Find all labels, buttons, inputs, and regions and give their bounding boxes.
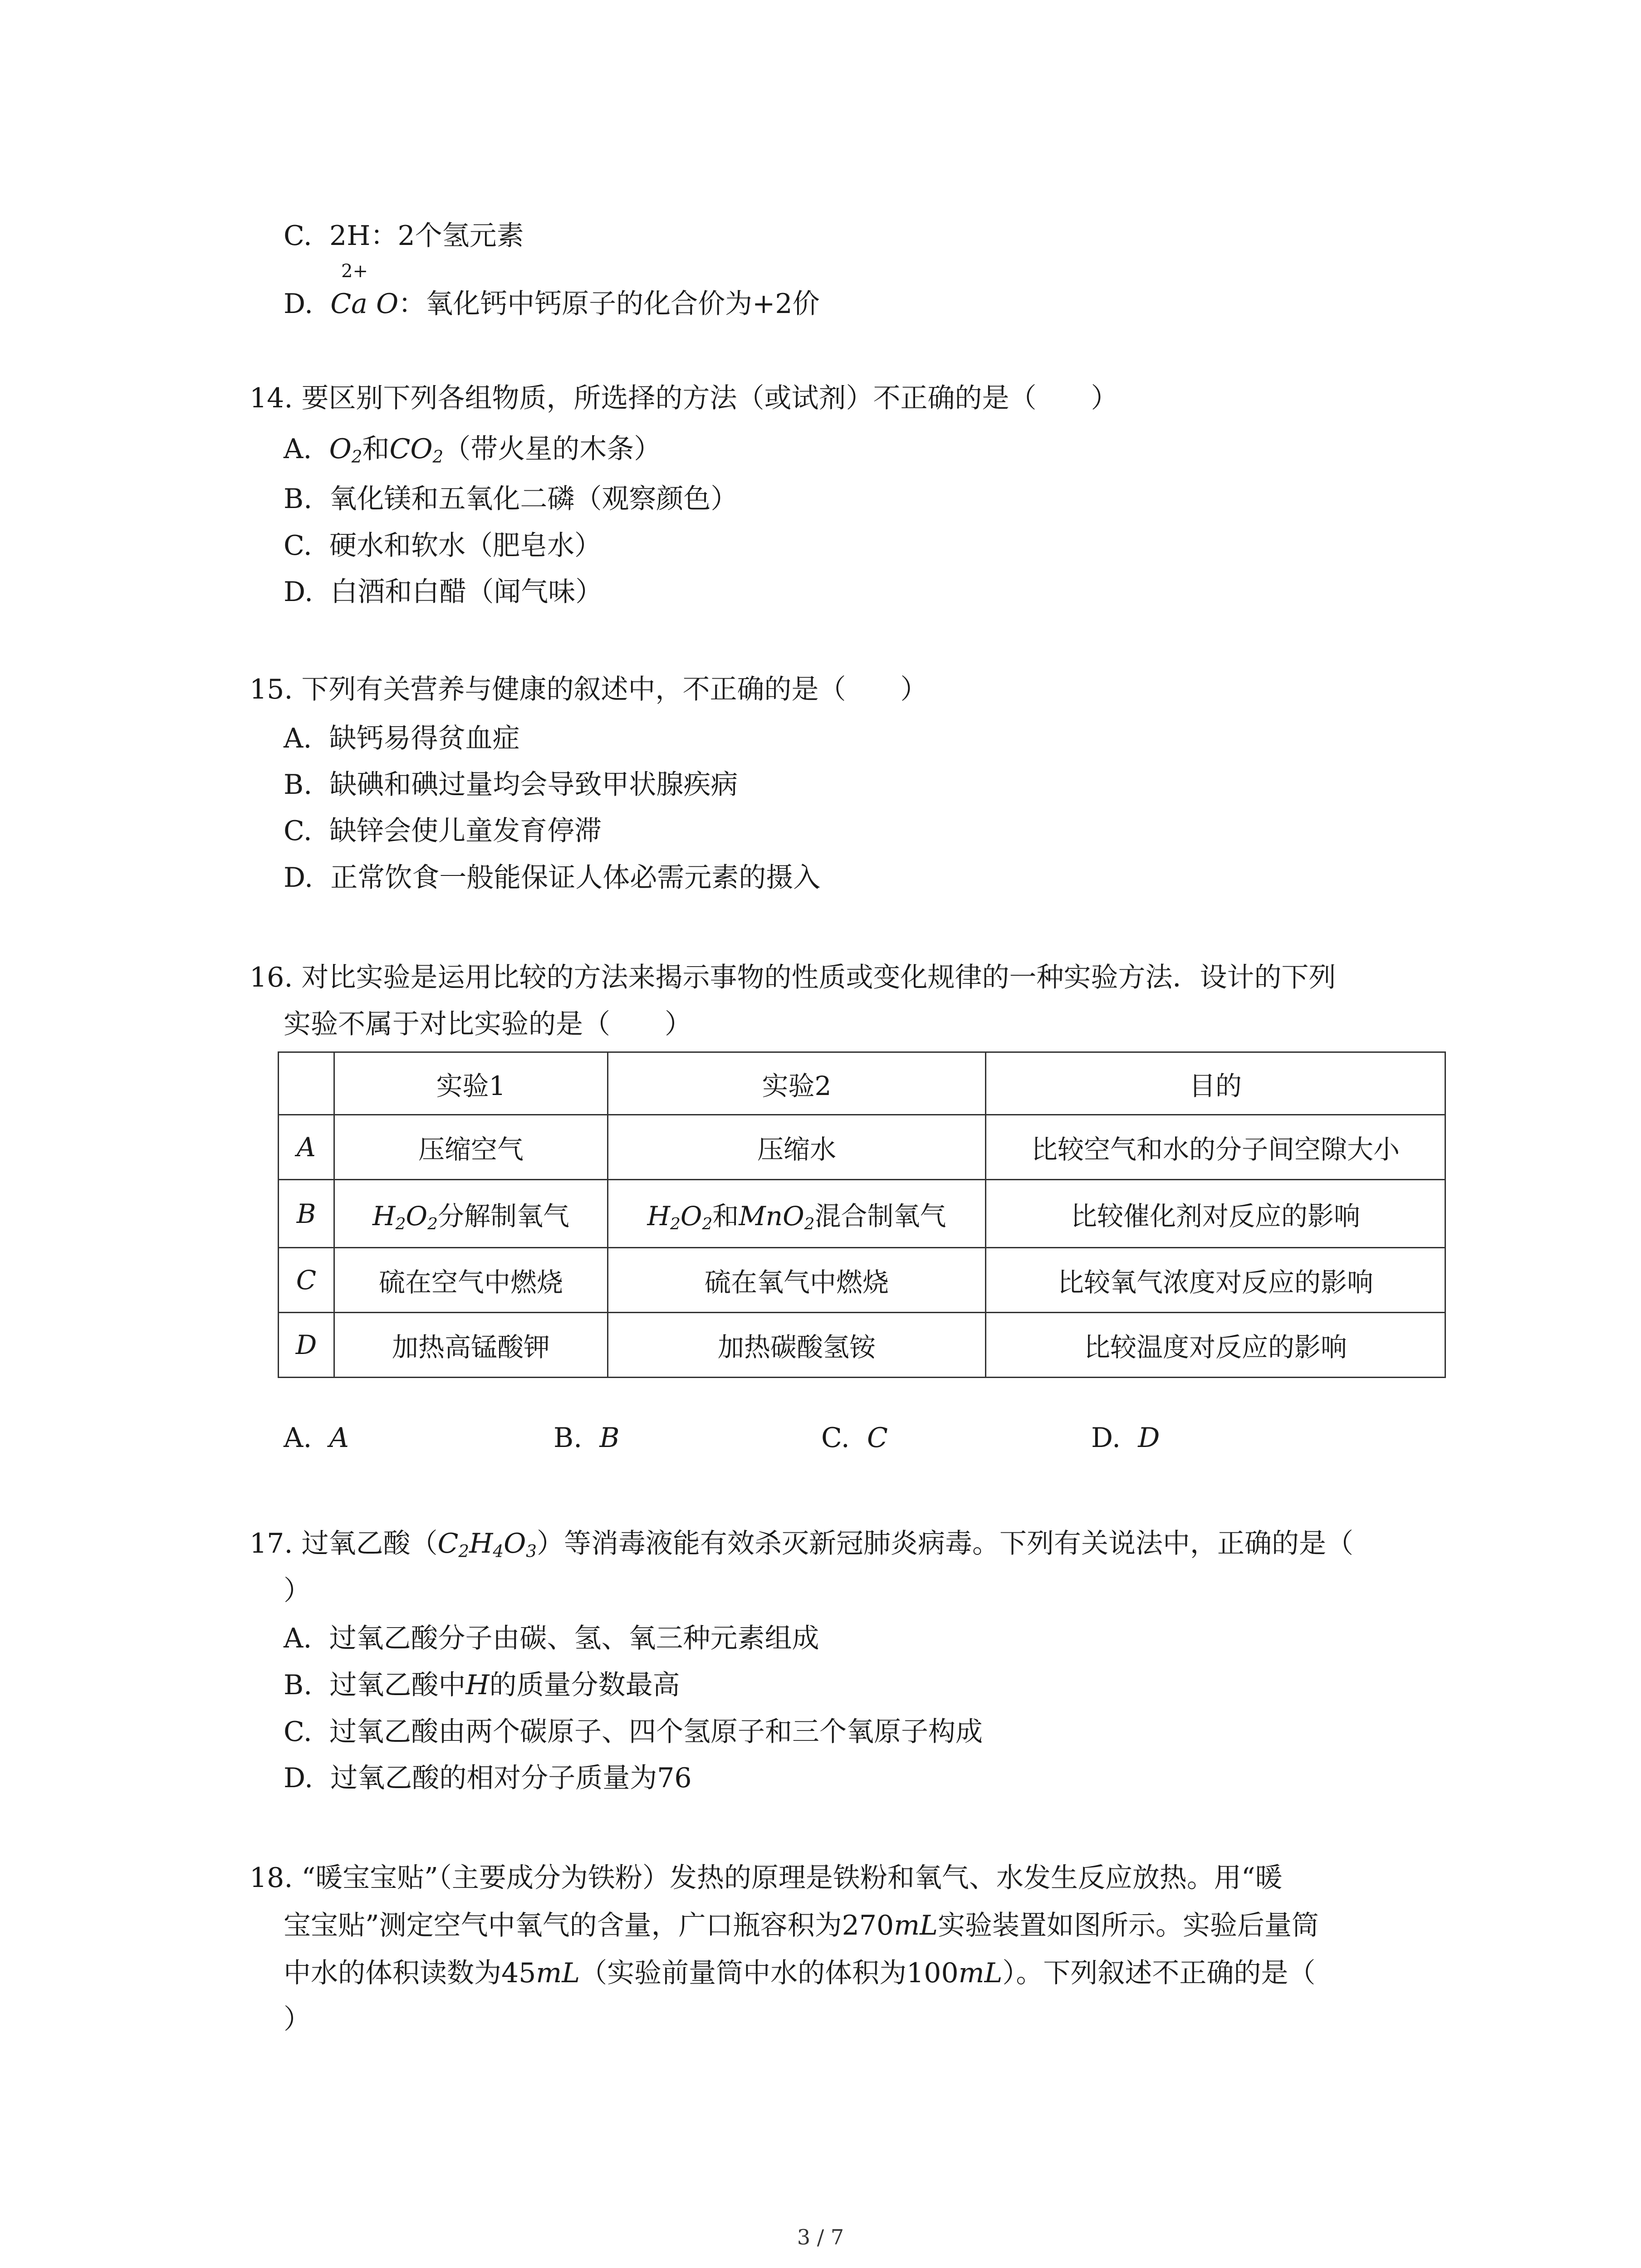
formula-h2o2: $H_2O_2$ <box>372 1200 438 1233</box>
header-corner-cell <box>279 1052 334 1115</box>
option-letter: A. <box>284 1422 312 1454</box>
option-text: 氧化镁和五氧化二磷（观察颜色） <box>329 483 738 515</box>
question-text: 实验装置如图所示。实验后量筒 <box>937 1910 1319 1941</box>
option-letter: B. <box>284 769 313 801</box>
q18-stem-line2 <box>284 1907 1319 1944</box>
q16-answer-b <box>554 1420 619 1456</box>
formula-o2: $O_2$ <box>329 433 362 467</box>
option-letter: A. <box>284 1623 312 1654</box>
table-row <box>279 1248 1445 1313</box>
table-cell: 压缩水 <box>608 1115 986 1180</box>
question-text: （实验前量筒中水的体积为100 <box>580 1957 959 1989</box>
option-letter: C. <box>284 530 312 562</box>
q13-option-c <box>284 218 524 254</box>
option-text: 过氧乙酸的相对分子质量为76 <box>330 1762 692 1794</box>
q17-stem-line1 <box>250 1525 1353 1562</box>
row-label: A <box>279 1115 334 1180</box>
q17-option-c <box>284 1714 983 1750</box>
option-text: 缺碘和碘过量均会导致甲状腺疾病 <box>329 769 738 801</box>
q15-option-a <box>284 720 520 757</box>
table-header-row <box>279 1052 1445 1115</box>
q15-option-b <box>284 767 738 803</box>
option-text: ：氧化钙中钙原子的化合价为+2价 <box>398 288 820 320</box>
page-number: 3 / 7 <box>797 2225 844 2249</box>
option-value: D <box>1138 1422 1160 1454</box>
table-cell: 比较温度对反应的影响 <box>986 1313 1445 1378</box>
question-text: “暖宝宝贴”（主要成分为铁粉）发热的原理是铁粉和氧气、水发生反应放热。用“暖 <box>301 1862 1283 1894</box>
option-text: 硬水和软水（肥皂水） <box>329 530 602 562</box>
option-letter: C. <box>284 1716 312 1748</box>
header-cell: 实验2 <box>608 1052 986 1115</box>
option-letter: C. <box>821 1422 850 1454</box>
option-text: 正常饮食一般能保证人体必需元素的摄入 <box>330 862 821 894</box>
table-cell: 加热碳酸氢铵 <box>608 1313 986 1378</box>
formula: 2H <box>329 220 371 252</box>
formula-c2h4o3: $C_2H_4O_3$ <box>437 1528 537 1561</box>
option-letter: D. <box>284 1762 314 1794</box>
table-cell: 加热高锰酸钾 <box>334 1313 608 1378</box>
option-letter: B. <box>284 483 313 515</box>
q13-option-d <box>284 286 820 322</box>
row-label: D <box>279 1313 334 1378</box>
option-letter: B. <box>284 1669 313 1701</box>
table-cell: 压缩空气 <box>334 1115 608 1180</box>
question-number: 17. <box>250 1528 293 1559</box>
option-letter: D. <box>1091 1422 1121 1454</box>
question-text: 要区别下列各组物质，所选择的方法（或试剂）不正确的是（ ） <box>301 382 1118 414</box>
option-text: （带火星的木条） <box>443 433 661 465</box>
q18-stem-line3 <box>284 1955 1315 1991</box>
option-text: 过氧乙酸分子由碳、氢、氧三种元素组成 <box>329 1623 819 1654</box>
option-letter: A. <box>284 433 312 465</box>
table-row <box>279 1313 1445 1378</box>
option-text: 的质量分数最高 <box>489 1669 680 1701</box>
table-row <box>279 1180 1445 1248</box>
experiment-table <box>278 1051 1446 1378</box>
element-symbol: H <box>465 1669 490 1701</box>
q16-answer-d <box>1091 1420 1160 1456</box>
option-text: ：2个氢元素 <box>370 220 524 252</box>
question-number: 18. <box>250 1862 293 1894</box>
q18-stem-line1 <box>250 1860 1283 1896</box>
unit: mL <box>894 1910 938 1941</box>
question-text: 对比实验是运用比较的方法来揭示事物的性质或变化规律的一种实验方法．设计的下列 <box>301 962 1336 993</box>
table-cell <box>334 1180 608 1248</box>
question-text: 宝宝贴”测定空气中氧气的含量，广口瓶容积为270 <box>284 1910 894 1941</box>
option-text: 缺钙易得贫血症 <box>329 723 520 754</box>
table-cell: 比较空气和水的分子间空隙大小 <box>986 1115 1445 1180</box>
question-text: ）等消毒液能有效杀灭新冠肺炎病毒。下列有关说法中，正确的是（ <box>536 1528 1353 1559</box>
table-row <box>279 1115 1445 1180</box>
option-value: C <box>867 1422 888 1454</box>
option-text: 过氧乙酸由两个碳原子、四个氢原子和三个氧原子构成 <box>329 1716 983 1748</box>
q14-option-b <box>284 481 738 517</box>
option-value: A <box>329 1422 349 1454</box>
q15-option-d <box>284 860 820 896</box>
q14-option-d <box>284 574 603 610</box>
q14-stem <box>250 380 1118 416</box>
question-text: 过氧乙酸（ <box>301 1528 438 1559</box>
q17-option-b <box>284 1667 680 1703</box>
option-letter: B. <box>554 1422 583 1454</box>
option-letter: D. <box>284 288 314 320</box>
table-cell: 比较氧气浓度对反应的影响 <box>986 1248 1445 1313</box>
question-text: 中水的体积读数为45 <box>284 1957 536 1989</box>
option-value: B <box>599 1422 620 1454</box>
cell-text: 混合制氧气 <box>814 1200 946 1232</box>
row-label: C <box>279 1248 334 1313</box>
formula: Ca O <box>330 288 399 320</box>
option-letter: C. <box>284 220 312 252</box>
question-text: 下列有关营养与健康的叙述中，不正确的是（ ） <box>301 674 928 705</box>
option-letter: D. <box>284 862 314 894</box>
option-text: 过氧乙酸中 <box>329 1669 466 1701</box>
formula-h2o2: $H_2O_2$ <box>647 1200 713 1233</box>
question-number: 14. <box>250 382 293 414</box>
q16-stem-line2: 实验不属于对比实验的是（ ） <box>284 1008 692 1040</box>
q14-option-a <box>284 431 661 467</box>
question-number: 15. <box>250 674 293 705</box>
q16-stem-line1 <box>250 959 1336 996</box>
question-number: 16. <box>250 962 293 993</box>
option-letter: C. <box>284 815 312 847</box>
q17-option-d <box>284 1760 692 1796</box>
header-cell: 实验1 <box>334 1052 608 1115</box>
header-cell: 目的 <box>986 1052 1445 1115</box>
q15-stem <box>250 671 928 708</box>
table-cell: 硫在空气中燃烧 <box>334 1248 608 1313</box>
q17-stem-line2: ） <box>284 1575 311 1607</box>
row-label: B <box>279 1180 334 1248</box>
conjunction: 和 <box>712 1200 739 1232</box>
q15-option-c <box>284 813 602 849</box>
formula-co2: $CO_2$ <box>389 433 444 467</box>
option-text: 白酒和白醋（闻气味） <box>330 576 603 608</box>
q16-answer-a <box>284 1420 349 1456</box>
option-letter: D. <box>284 576 314 608</box>
unit: mL <box>958 1957 1003 1989</box>
q14-option-c <box>284 528 602 564</box>
formula-mno2: MnO$_2$ <box>739 1200 815 1233</box>
q16-answer-c <box>821 1420 888 1456</box>
table-cell <box>608 1180 986 1248</box>
conjunction: 和 <box>362 433 390 465</box>
charge-label: 2+ <box>341 261 368 282</box>
q18-stem-line4: ） <box>284 2004 311 2035</box>
unit: mL <box>536 1957 580 1989</box>
cell-text: 分解制氧气 <box>437 1200 569 1232</box>
option-letter: A. <box>284 723 312 754</box>
question-text: ）。下列叙述不正确的是（ <box>1002 1957 1316 1989</box>
table-cell: 比较催化剂对反应的影响 <box>986 1180 1445 1248</box>
option-text: 缺锌会使儿童发育停滞 <box>329 815 602 847</box>
table-cell: 硫在氧气中燃烧 <box>608 1248 986 1313</box>
q17-option-a <box>284 1620 819 1657</box>
